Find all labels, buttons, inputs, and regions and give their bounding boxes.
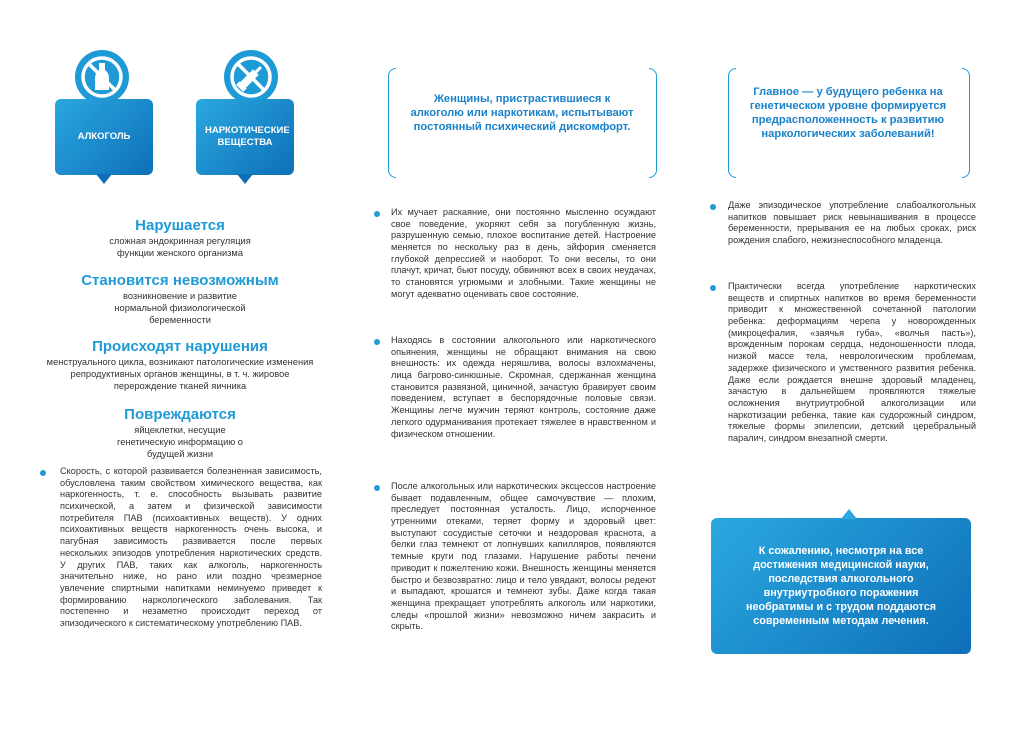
effect-title: Происходят нарушения [92,338,268,355]
no-syringe-icon [224,50,278,104]
body-paragraph: После алкогольных или наркотических эксцессов настроение бывает подавленным, общее самочувствие — плохим, преследует постоянная усталость. Лицо, испорченное утренними отеками, теряет форму и здоровый цвет: выступают сосудистые сеточки и нездоровая краснота, а белки глаз темнеют от лопнувших капилляров, появляются темные круги под глазами. Нарушение работы печени приводит к пожелтению кожи. Внешность женщины меняется быстро и безвозвратно: лицо и тело увядают, волосы редеют и выпадают, крошатся и темнеют зубы. Даже когда такая женщина прекращает употреблять алкоголь или наркотики, следы «прошлой жизни» невозможно ничем закрасить и скрыть. [391,481,656,632]
conclusion-box [711,518,971,654]
effect-text: сложная эндокринная регуляция функции женского организма [109,235,251,258]
bullet-icon [710,285,716,291]
body-paragraph: Даже эпизодическое употребление слабоалкогольных напитков повышает риск невынашивания в процессе беременности, прерывания ее на любых сроках, риск рождения слабого, нежизнеспособного младенца. [728,200,976,246]
bullet-icon [374,485,380,491]
bracket-right [962,68,970,178]
bracket-left [728,68,736,178]
conclusion-text: К сожалению, несмотря на все достижения медицинской науки, последствия алкогольного внутриутробного поражения необратимы и с трудом поддаются современным методам лечения. [745,544,937,628]
body-paragraph: Скорость, с которой развивается болезненная зависимость, обусловлена таким свойством химического вещества, как наркогенность, т. е. способность вызывать развитие психической, а затем и физической зависимости потребителя ПАВ (психоактивных веществ). У одних психоактивных веществ наркогенность очень высока, и пагубная зависимость развивается после первых нескольких эпизодов употребления наркотических средств. У других ПАВ, таких как алкоголь, наркогенность значительно ниже, но рано или поздно чрезмерное увлечение спиртными напитками неминуемо приведет к формированию наркологического заболевания. Так постепенно и незаметно происходит переход от эпизодического к систематическому употреблению ПАВ. [60,466,322,628]
column-left [0,0,341,734]
callout-text: Женщины, пристрастившиеся к алкоголю или наркотикам, испытывают постоянный психический дискомфорт. [410,93,634,133]
drugs-label: НАРКОТИЧЕСКИЕ ВЕЩЕСТВА [205,125,290,148]
drugs-card [196,99,294,175]
bullet-icon [710,204,716,210]
effect-text: возникновение и развитие нормальной физиологической беременности [114,290,246,325]
body-paragraph: Практически всегда употребление наркотических веществ и спиртных напитков во время беременности приводит к множественной сочетанной патологии ребенка: деформациям черепа у новорожденных (микроцефалия, «заячья губа», «волчья пасть»), врожденным порокам сердца, недоношенности плода, низкой массе тела, неврологическим проблемам, задержке физического и умственного развития ребенка. Даже если рождается внешне здоровый младенец, зачастую в дальнейшем проявляются тяжелые осложнения внутриутробной алкоголизации или наркотизации ребенка, такие как судорожный синдром, тяжелые формы эпилепсии, детский церебральный паралич, синдром внезапной смерти. [728,281,976,443]
effect-item [30,407,330,460]
effect-item [30,273,330,326]
bracket-left [388,68,396,178]
callout-text: Главное — у будущего ребенка на генетическом уровне формируется предрасположенность к развитию наркологических заболеваний! [749,86,947,140]
body-paragraph: Их мучает раскаяние, они постоянно мысленно осуждают свое поведение, укоряют себя за погубленную жизнь, разрушенную семью, плохое воспитание детей. Настроение меняется по нескольку раз в день, эйфория сменяется глубокой депрессией и наоборот. То они веселы, то они плачут, кричат, бьют посуду, обвиняют всех в своих неудачах, то становятся угрюмыми и злобными. Такие женщины не могут адекватно оценивать свое состояние. [391,207,656,299]
bullet-icon [40,470,46,476]
bracket-right [649,68,657,178]
effect-text: менструального цикла, возникают патологические изменения репродуктивных органов женщины, в т. ч. жировое перерождение тканей яичника [46,356,314,391]
no-alcohol-icon [75,50,129,104]
alcohol-label: АЛКОГОЛЬ [77,131,131,143]
bullet-icon [374,211,380,217]
column-middle [341,0,682,734]
effect-item [30,339,330,392]
body-paragraph: Находясь в состоянии алкогольного или наркотического опьянения, женщины не обращают внимания на свою внешность: их одежда неряшлива, волосы взлохмачены, лица багрово-синюшные. Скромная, сдержанная женщина становится развязной, циничной, зачастую бравирует своим поведением, вступает в беспорядочные половые связи. Женщины легче мужчин теряют контроль, состояние даже легкого одурманивания протекает тяжелее в нравственном и физическом отношении. [391,335,656,439]
effect-title: Нарушается [135,217,225,234]
effect-title: Повреждаются [124,406,236,423]
effect-title: Становится невозможным [81,272,279,289]
effect-text: яйцеклетки, несущие генетическую информацию о будущей жизни [117,424,243,459]
alcohol-card [55,99,153,175]
effect-item [30,218,330,259]
bullet-icon [374,339,380,345]
